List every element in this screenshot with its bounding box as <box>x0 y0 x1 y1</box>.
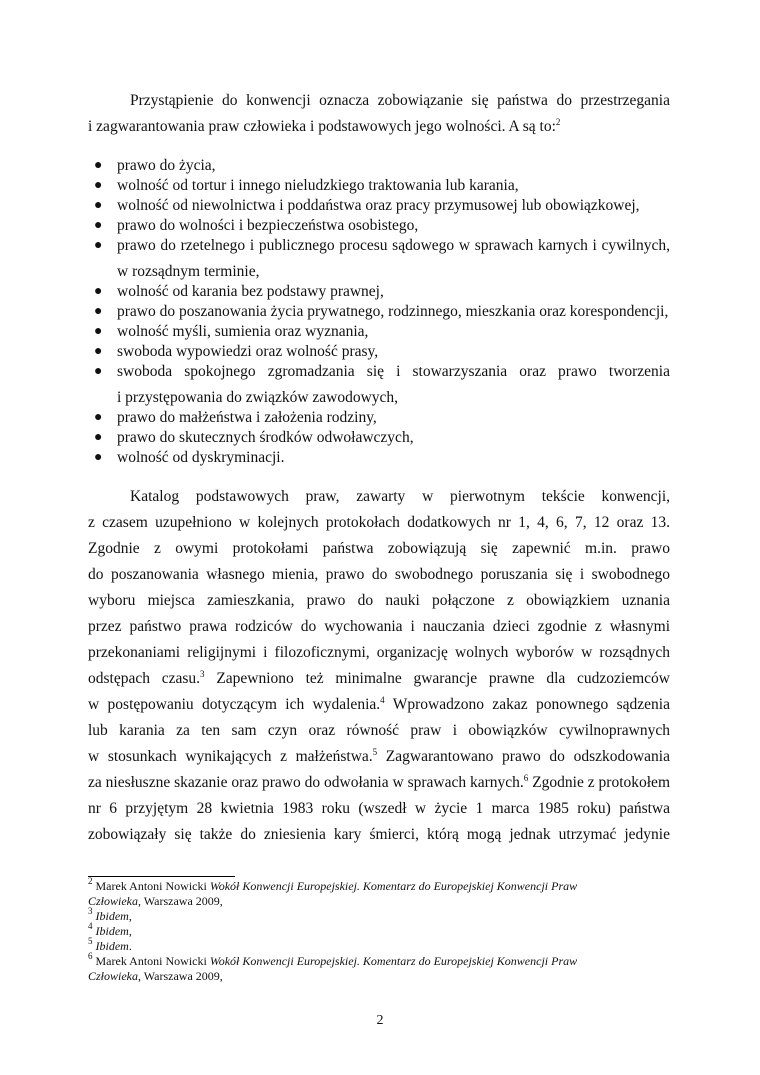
footnote-line <box>88 921 648 939</box>
text-run: Marek Antoni Nowicki <box>92 879 210 893</box>
text-line <box>88 536 670 562</box>
text-line <box>88 692 670 718</box>
list-item-text: wolność od tortur i innego nieludzkiego traktowania lub karania, <box>117 177 519 194</box>
text-run: za niesłuszne skazanie oraz prawo do odwołania w sprawach karnych. <box>88 774 524 791</box>
text-run: , <box>128 924 132 938</box>
bullet-icon: ● <box>94 218 103 233</box>
italic-title: Ibidem <box>95 939 129 953</box>
list-item-text: wolność od niewolnictwa i poddaństwa oraz pracy przymusowej lub obowiązkowej, <box>117 197 640 214</box>
text-run: w stosunkach wynikających z małżeństwa. <box>88 748 373 765</box>
list-item-text: swoboda wypowiedzi oraz wolność prasy, <box>117 343 379 360</box>
list-item <box>88 156 670 176</box>
text-line <box>88 510 670 536</box>
list-item <box>88 408 670 428</box>
text-run: w postępowaniu dotyczącym ich wydalenia. <box>88 696 381 713</box>
text-line <box>88 614 670 640</box>
text-line <box>88 640 670 666</box>
italic-title: Człowieka <box>88 969 138 983</box>
footnote-line <box>88 936 648 954</box>
text-run: Marek Antoni Nowicki <box>92 954 210 968</box>
text-run: Zapewniono też minimalne gwarancje prawne dla cudzoziemców <box>204 670 670 687</box>
text-run: lub karania za ten sam czyn oraz równość praw i obowiązków cywilnoprawnych <box>88 722 670 739</box>
text-run: Wprowadzono zakaz ponownego sądzenia <box>384 696 670 713</box>
list-item-text: prawo do małżeństwa i założenia rodziny, <box>117 409 377 426</box>
text-line <box>88 88 670 114</box>
paragraph-intro <box>88 88 670 140</box>
list-item <box>88 322 670 342</box>
list-item-text: prawo do życia, <box>117 157 216 174</box>
list-item <box>88 196 670 216</box>
bullet-icon: ● <box>94 198 103 213</box>
bullet-icon: ● <box>94 450 103 465</box>
list-item-text: prawo do skutecznych środków odwoławczych, <box>117 429 414 446</box>
italic-title: Człowieka <box>88 894 138 908</box>
text-run: Katalog podstawowych praw, zawarty w pierwotnym tekście konwencji, <box>130 488 670 505</box>
bullet-icon: ● <box>94 344 103 359</box>
list-item <box>88 362 670 408</box>
text-run: Zagwarantowano prawo do odszkodowania <box>377 748 670 765</box>
text-run: przez państwo prawa rodziców do wychowania i nauczania dzieci zgodnie z własnymi <box>88 618 670 635</box>
text-run: odstępach czasu. <box>88 670 201 687</box>
text-line <box>88 718 670 744</box>
text-line <box>88 770 670 796</box>
footnote-line <box>88 951 648 969</box>
bullet-icon: ● <box>94 324 103 339</box>
text-line <box>88 822 670 848</box>
footnote-ref: 5 <box>372 747 378 757</box>
text-run: nr 6 przyjętym 28 kwietnia 1983 roku (wszedł w życie 1 marca 1985 roku) państwa <box>88 800 670 817</box>
list-item-text: prawo do rzetelnego i publicznego procesu sądowego w sprawach karnych i cywilnych, <box>117 237 670 254</box>
text-line <box>88 588 670 614</box>
list-item-text: wolność myśli, sumienia oraz wyznania, <box>117 323 369 340</box>
list-item-text: wolność od dyskryminacji. <box>117 449 285 466</box>
list-item-text: prawo do poszanowania życia prywatnego, rodzinnego, mieszkania oraz korespondencji, <box>117 303 669 320</box>
text-run: z czasem uzupełniono w kolejnych protokołach dodatkowych nr 1, 4, 6, 7, 12 oraz 13. <box>88 514 670 531</box>
text-line <box>88 114 670 140</box>
page-number: 2 <box>376 1013 384 1028</box>
footnotes <box>88 876 648 984</box>
bullet-icon: ● <box>94 158 103 173</box>
text-run: , Warszawa 2009, <box>138 894 223 908</box>
footnote-ref: 6 <box>88 951 93 961</box>
text-line <box>88 744 670 770</box>
list-item-text: wolność od karania bez podstawy prawnej, <box>117 283 384 300</box>
list-item-text: swoboda spokojnego zgromadzania się i stowarzyszania oraz prawo tworzenia <box>117 363 670 380</box>
footnote-ref: 2 <box>88 876 93 886</box>
footnote-line <box>88 894 648 909</box>
footnote-ref: 5 <box>88 936 93 946</box>
text-run: Zgodnie z protokołem <box>528 774 670 791</box>
bullet-icon: ● <box>94 364 103 379</box>
text-line <box>88 562 670 588</box>
list-item <box>88 216 670 236</box>
list-item <box>88 176 670 196</box>
rights-list <box>88 156 670 468</box>
bullet-icon: ● <box>94 238 103 253</box>
bullet-icon: ● <box>94 430 103 445</box>
footnote-ref: 3 <box>88 906 93 916</box>
list-item <box>88 342 670 362</box>
text-run: przekonaniami religijnymi i filozoficznymi, organizację wolnych wyborów w rozsądnych <box>88 644 670 661</box>
text-run: , <box>128 909 132 923</box>
footnote-separator <box>88 876 235 877</box>
italic-title: Ibidem <box>95 909 129 923</box>
text-run: wyboru miejsca zamieszkania, prawo do nauki połączone z obowiązkiem uznania <box>88 592 670 609</box>
footnote-ref: 3 <box>200 669 205 679</box>
list-item <box>88 282 670 302</box>
text-run: Zgodnie z owymi protokołami państwa zobowiązują się zapewnić m.in. prawo <box>88 540 670 557</box>
list-item-text: prawo do wolności i bezpieczeństwa osobistego, <box>117 217 419 234</box>
footnote-ref: 6 <box>523 773 529 783</box>
text-run: do poszanowania własnego mienia, prawo do swobodnego poruszania się i swobodnego <box>88 566 670 583</box>
text-run: i zagwarantowania praw człowieka i podstawowych jego wolności. A są to: <box>88 118 556 135</box>
footnote-line <box>88 969 648 984</box>
list-item-text: i przystępowania do związków zawodowych, <box>117 389 399 406</box>
list-item <box>88 302 670 322</box>
text-line <box>88 796 670 822</box>
text-run: zobowiązały się także do zniesienia kary śmierci, którą mogą jednak utrzymać jedynie <box>88 826 670 843</box>
text-line <box>88 484 670 510</box>
footnote-ref: 4 <box>380 695 385 705</box>
footnote-line <box>88 876 648 894</box>
footnote-ref: 4 <box>88 921 93 931</box>
list-item <box>88 236 670 282</box>
footnote-line <box>88 906 648 924</box>
text-run: , Warszawa 2009, <box>138 969 223 983</box>
bullet-icon: ● <box>94 178 103 193</box>
text-run: . <box>128 939 132 953</box>
text-run: Przystąpienie do konwencji oznacza zobowiązanie się państwa do przestrzegania <box>130 92 670 109</box>
list-item <box>88 448 670 468</box>
italic-title: Wokół Konwencji Europejskiej. Komentarz do Europejskiej Konwencji Praw <box>209 879 578 893</box>
bullet-icon: ● <box>94 284 103 299</box>
italic-title: Ibidem <box>95 924 129 938</box>
bullet-icon: ● <box>94 410 103 425</box>
footnote-ref: 2 <box>555 117 561 127</box>
paragraph-protocols <box>88 484 670 848</box>
text-line <box>88 666 670 692</box>
bullet-icon: ● <box>94 304 103 319</box>
list-item-text: w rozsądnym terminie, <box>117 263 260 280</box>
italic-title: Wokół Konwencji Europejskiej. Komentarz do Europejskiej Konwencji Praw <box>209 954 578 968</box>
list-item <box>88 428 670 448</box>
